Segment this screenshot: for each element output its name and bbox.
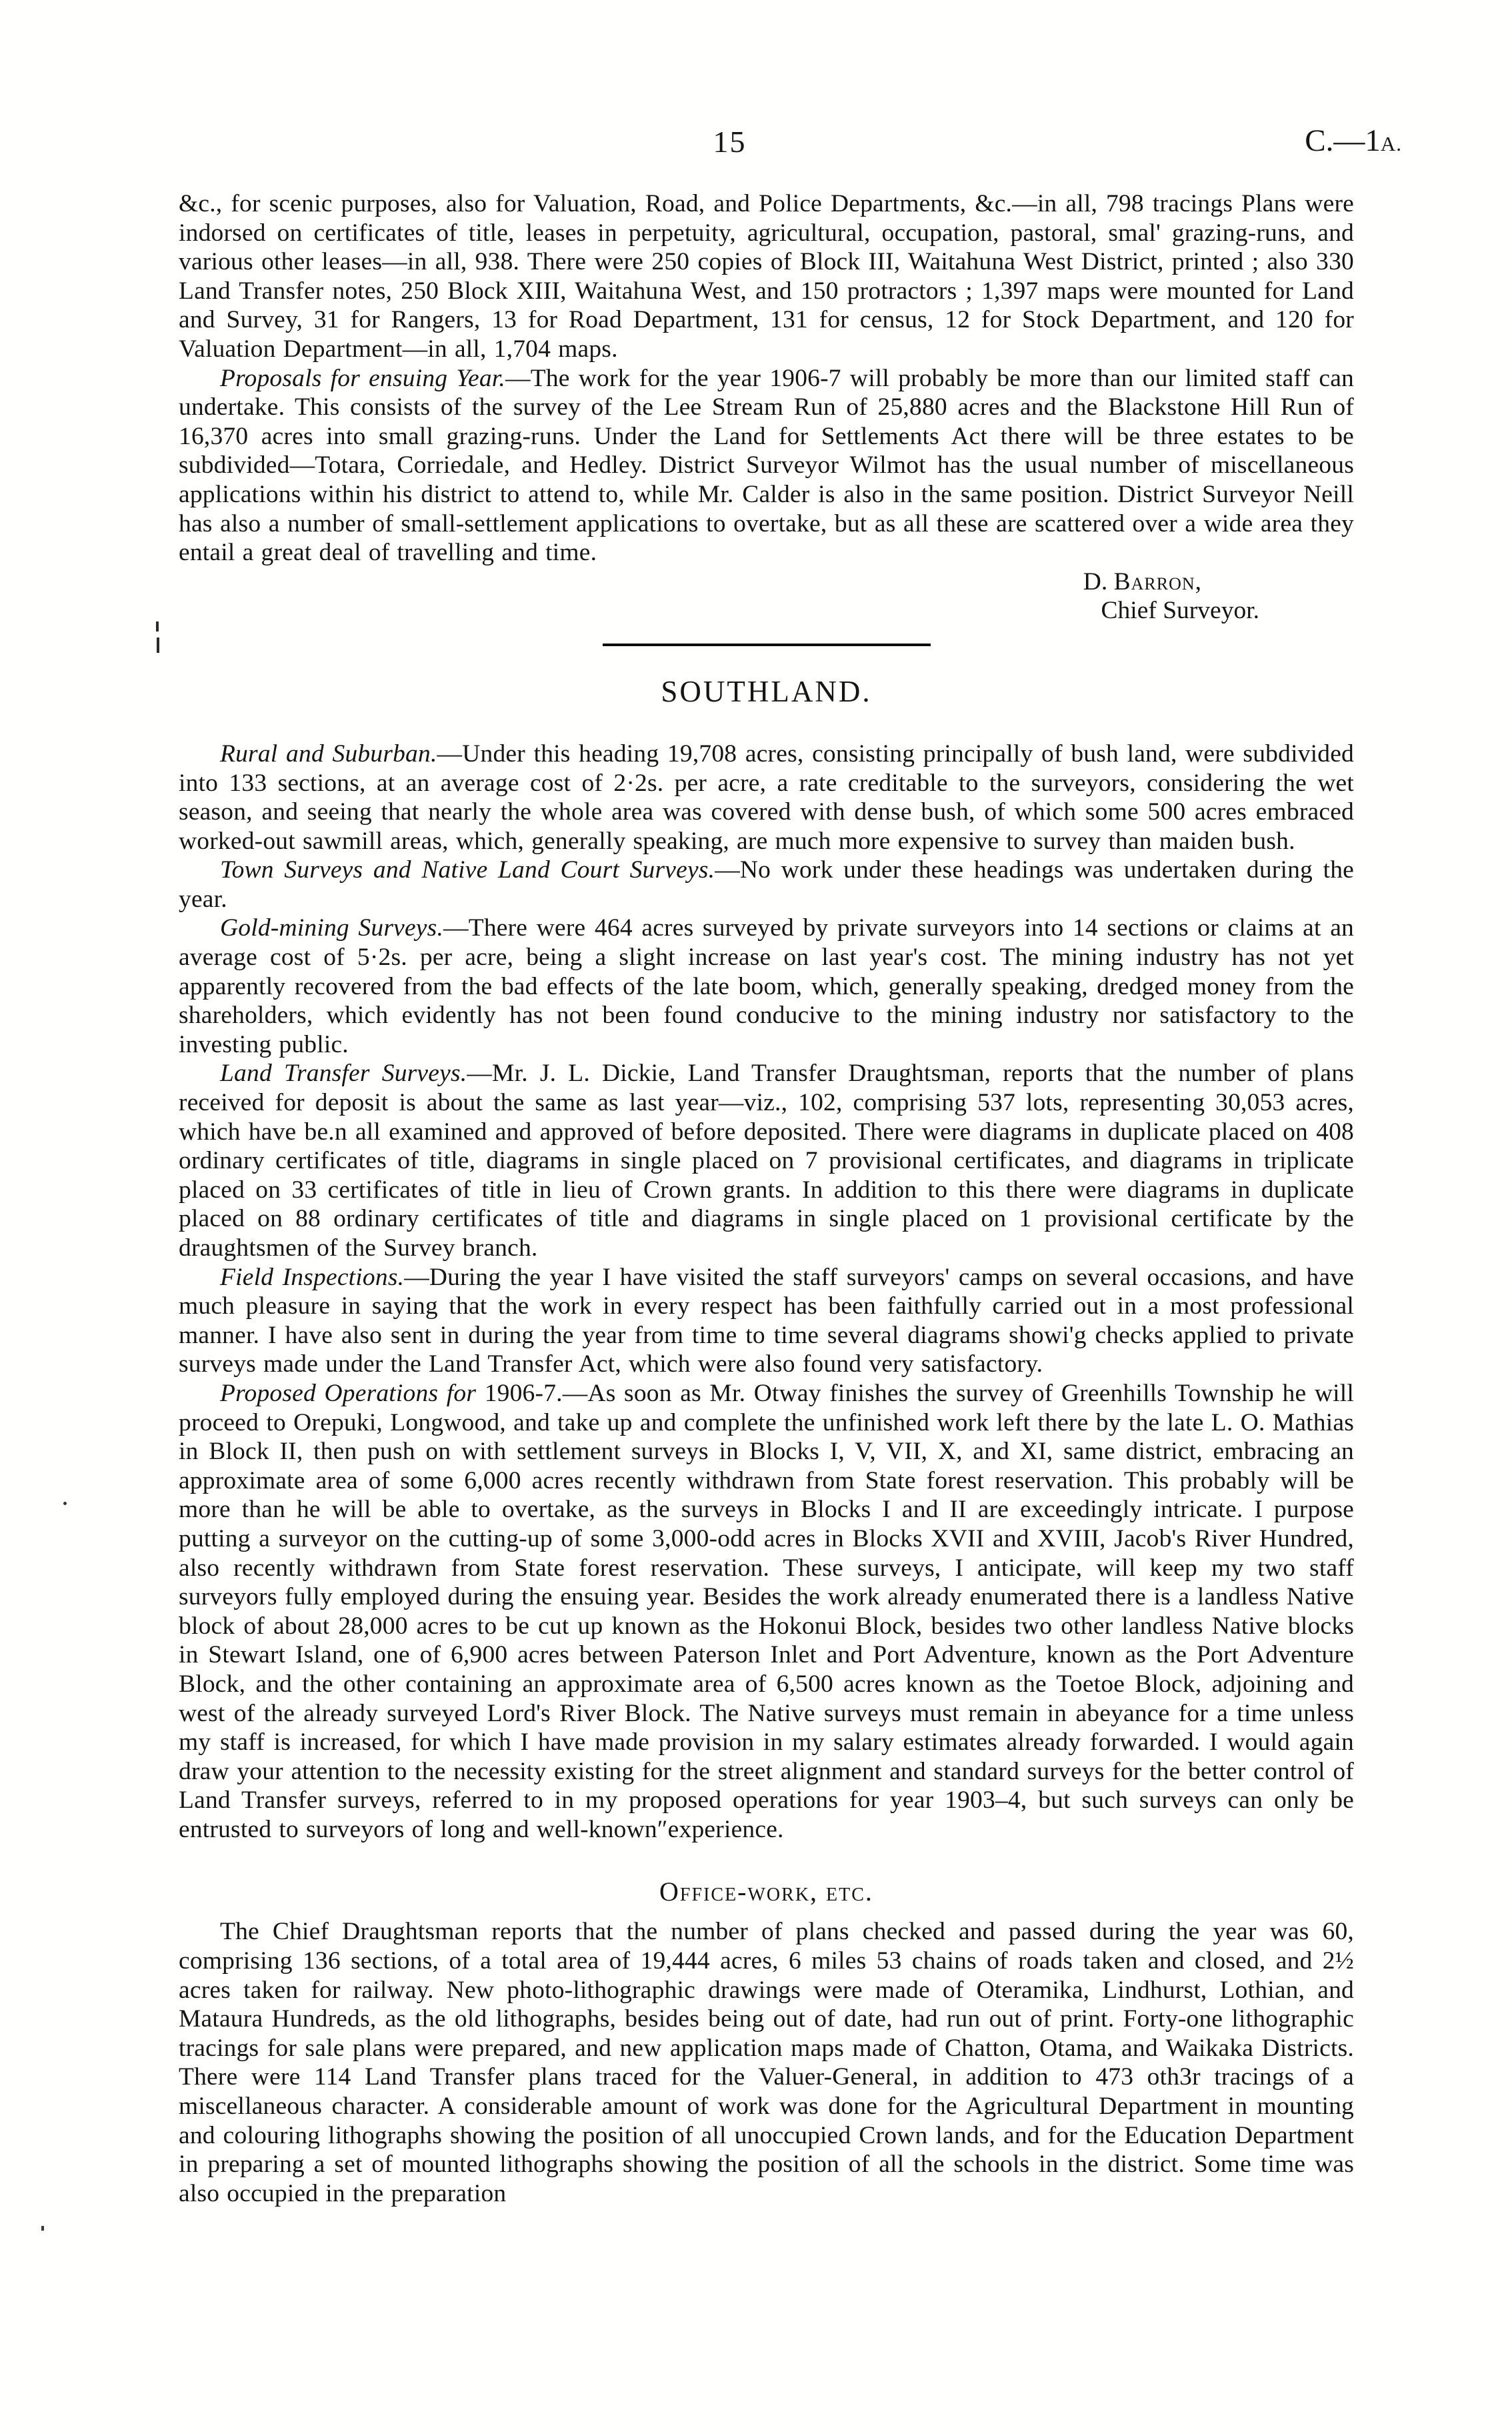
paragraph-lead: Gold-mining Surveys. <box>220 914 444 942</box>
paragraph-text: —As soon as Mr. Otway finishes the survey of Greenhills Township he will proceed to Orepuki, Longwood, and take up and complete the unfinished work left there by the late L. O. Mathias in Block II, then push on with settlement surveys in Blocks I, V, VII, X, and XI, same district, embracing an approximate area of some 6,000 acres recently withdrawn from State forest reservation. This probably will be more than he will be able to overtake, as the surveys in Blocks I and II are exceedingly intricate. I purpose putting a surveyor on the cutting-up of some 3,000-odd acres in Blocks XVII and XVIII, Jacob's River Hundred, also recently withdrawn from State forest reservation. These surveys, I anticipate, will keep my two staff surveyors fully employed during the ensuing year. Besides the work already enumerated there is a landless Native block of about 28,000 acres to be cut up known as the Hokonui Block, besides two other landless Native blocks in Stewart Island, one of 6,900 acres between Paterson Inlet and Port Adventure, known as the Port Adventure Block, and the other containing an approximate area of 6,500 acres known as the Toetoe Block, adjoining and west of the already surveyed Lord's River Block. The Native surveys must remain in abeyance for a time unless my staff is increased, for which I have made provision in my salary estimates already forwarded. I would again draw your attention to the necessity existing for the street alignment and standard surveys for the better control of Land Transfer surveys, referred to in my proposed operations for year 1903–4, but such surveys can only be entrusted to surveyors of long and well-known″experience. <box>179 1379 1354 1843</box>
section-divider-rule <box>603 644 931 646</box>
scan-artifact <box>156 622 159 632</box>
paragraph-lead: Proposals for ensuing Year. <box>220 364 506 392</box>
paragraph-proposed-operations <box>179 1379 1354 1845</box>
paragraph-rural-and-suburban <box>179 740 1354 856</box>
paragraph-lead: Land Transfer Surveys. <box>220 1060 467 1088</box>
signature-name <box>179 567 1354 597</box>
text-block <box>179 123 1402 2208</box>
paragraph-text: —During the year I have visited the staff surveyors' camps on several occasions, and have much pleasure in saying that the work in every respect has been faithfully carried out in a most professional manner. I have also sent in during the year from time to time several diagrams showi'g checks applied to private surveys made under the Land Transfer Act, which were also found very satisfactory. <box>179 1263 1354 1378</box>
document-code-suffix: A. <box>1380 132 1402 155</box>
paragraph-office-work: The Chief Draughtsman reports that the number of plans checked and passed during the year was 60, comprising 136 sections, of a total area of 19,444 acres, 6 miles 53 chains of roads taken and closed, and 2½ acres taken for railway. New photo-lithographic drawings were made of Oteramika, Lindhurst, Lothian, and Mataura Hundreds, as the old lithographs, besides being out of date, had run out of print. Forty-one lithographic tracings for sale plans were prepared, and new application maps made of Chatton, Otama, and Waikaka Districts. There were 114 Land Transfer plans traced for the Valuer-General, in addition to 473 oth3r tracings of a miscellaneous character. A considerable amount of work was done for the Agricultural Department in mounting and colouring lithographs showing the position of all unoccupied Crown lands, and for the Education Department in preparing a set of mounted lithographs showing the position of all the schools in the district. Some time was also occupied in the preparation <box>179 1918 1354 2207</box>
signature-surname: Barron, <box>1113 567 1202 595</box>
signature-title: Chief Surveyor. <box>1101 597 1259 625</box>
document-code <box>1305 123 1402 159</box>
paragraph-text: —No work under these headings was undertaken during the year. <box>179 856 1354 913</box>
paragraph-lead-year: 1906-7. <box>484 1379 563 1407</box>
paragraph-field-inspections <box>179 1263 1354 1379</box>
paragraph-lead: Proposed Operations for <box>220 1379 485 1407</box>
paragraph-town-and-native-surveys <box>179 856 1354 914</box>
scan-artifact <box>63 1502 67 1505</box>
paragraph-text: —The work for the year 1906-7 will probably be more than our limited staff can undertake. This consists of the survey of the Lee Stream Run of 25,880 acres and the Blackstone Hill Run of 16,370 acres into small grazing-runs. Under the Land for Settlements Act there will be three estates to be subdivided—Totara, Corriedale, and Hedley. District Surveyor Wilmot has the usual number of miscellaneous applications within his district to attend to, while Mr. Calder is also in the same position. District Surveyor Neill has also a number of small-settlement applications to overtake, but as all these are scattered over a wide area they entail a great deal of travelling and time. <box>179 364 1354 567</box>
subsection-heading-office-work: Office-work, etc. <box>659 1877 873 1907</box>
signature-initial: D. <box>1083 567 1114 595</box>
page-header <box>179 123 1402 163</box>
paragraph-continuation: &c., for scenic purposes, also for Valuation, Road, and Police Departments, &c.—in all, 798 tracings Plans were indorsed on certificates of title, leases in perpetuity, agricultural, occupation, pastoral, smal' grazing-runs, and various other leases—in all, 938. There were 250 copies of Block III, Waitahuna West District, printed ; also 330 Land Transfer notes, 250 Block XIII, Waitahuna West, and 150 protractors ; 1,397 maps were mounted for Land and Survey, 31 for Rangers, 13 for Road Department, 131 for census, 12 for Stock Department, and 120 for Valuation Department—in all, 1,704 maps. <box>179 190 1354 363</box>
scan-artifact <box>41 2226 44 2231</box>
paragraph-gold-mining-surveys <box>179 914 1354 1059</box>
paragraph-text: —There were 464 acres surveyed by private surveyors into 14 sections or claims at an average cost of 5·2s. per acre, being a slight increase on last year's cost. The mining industry has not yet apparently recovered from the bad effects of the late boom, which, generally speaking, dredged money from the shareholders, which evidently has not been found conducive to the mining industry nor satisfactory to the investing public. <box>179 914 1354 1058</box>
paragraph-text: —Under this heading 19,708 acres, consisting principally of bush land, were subdivided into 133 sections, at an average cost of 2·2s. per acre, a rate creditable to the surveyors, considering the wet season, and seeing that nearly the whole area was covered with dense bush, of which some 500 acres embraced worked-out sawmill areas, which, generally speaking, are much more expensive to survey than maiden bush. <box>179 740 1355 855</box>
paragraph-lead: Town Surveys and Native Land Court Surveys. <box>220 856 715 884</box>
paragraph-land-transfer-surveys <box>179 1059 1354 1262</box>
paragraph-proposals <box>179 364 1354 567</box>
paragraph-text: —Mr. J. L. Dickie, Land Transfer Draughtsman, reports that the number of plans received for deposit is about the same as last year—viz., 102, comprising 537 lots, representing 30,053 acres, which have be.n all examined and approved of before deposited. There were diagrams in duplicate placed on 408 ordinary certificates of title, diagrams in single placed on 7 provisional certificates, and diagrams in triplicate placed on 33 certificates of title in lieu of Crown grants. In addition to this there were diagrams in duplicate placed on 88 ordinary certificates of title and diagrams in single placed on 1 provisional certificate by the draughtsmen of the Survey branch. <box>179 1060 1354 1262</box>
page-number: 15 <box>713 125 747 159</box>
paragraph-lead: Field Inspections. <box>220 1263 405 1291</box>
paragraph-lead: Rural and Suburban. <box>220 740 437 768</box>
section-heading-southland: SOUTHLAND. <box>661 674 872 708</box>
signature-block <box>179 567 1354 626</box>
document-code-main: C.—1 <box>1305 123 1381 158</box>
